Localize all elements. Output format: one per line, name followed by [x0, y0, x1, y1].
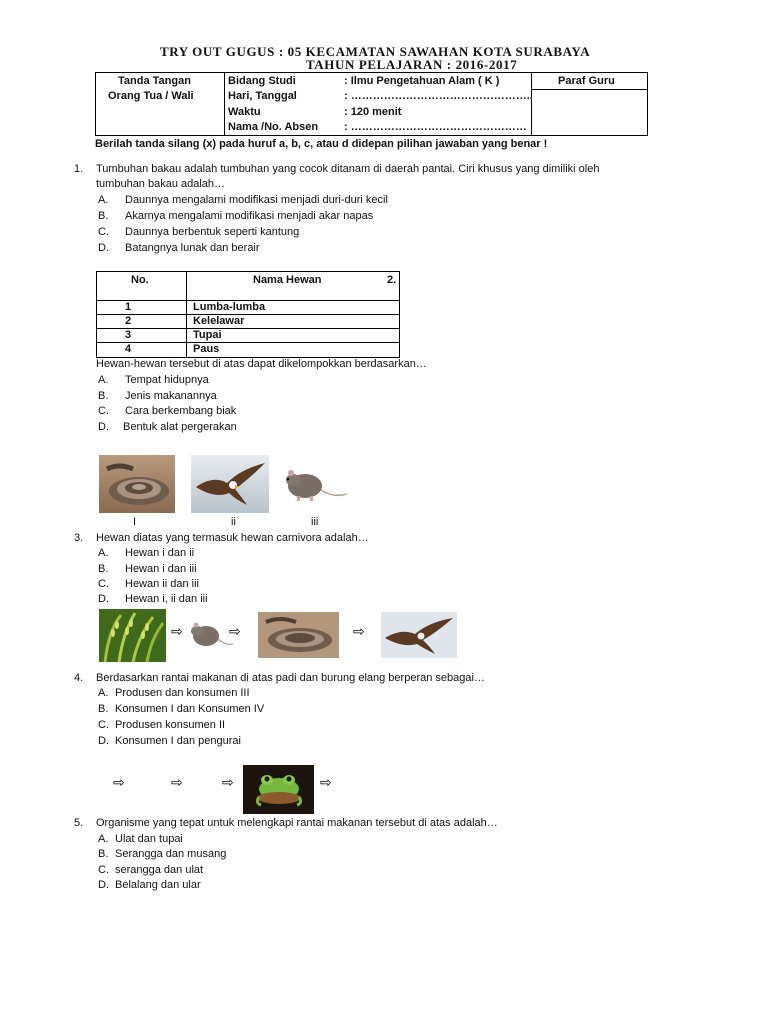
- q2-option-text[interactable]: Cara berkembang biak: [125, 405, 237, 417]
- table-cell-name: Paus: [193, 343, 220, 355]
- info-value-bidang: : Ilmu Pengetahuan Alam ( K ): [344, 75, 500, 87]
- q4-question: Berdasarkan rantai makanan di atas padi dan burung elang berperan sebagai…: [96, 672, 485, 684]
- info-label-nama: Nama /No. Absen: [228, 121, 319, 133]
- q2-option-text[interactable]: Jenis makanannya: [125, 390, 217, 402]
- instruction-text: Berilah tanda silang (x) pada huruf a, b, c, atau d didepan pilihan jawaban yang benar !: [95, 138, 548, 150]
- info-value-hari: : …………………………………………..: [344, 90, 533, 102]
- q2-option-text[interactable]: Tempat hidupnya: [125, 374, 209, 386]
- q5-number: 5.: [74, 817, 84, 829]
- frog-photo: [243, 765, 314, 814]
- q5-option-text[interactable]: serangga dan ulat: [115, 864, 204, 876]
- q1-option-text[interactable]: Akarnya mengalami modifikasi menjadi akar napas: [125, 210, 374, 222]
- arrow-icon: ⇨: [320, 775, 332, 791]
- q1-text-line1: Tumbuhan bakau adalah tumbuhan yang cocok ditanam di daerah pantai. Ciri khusus yang dimiliki oleh: [96, 163, 600, 175]
- q2-question: Hewan-hewan tersebut di atas dapat dikelompokkan berdasarkan…: [96, 358, 427, 370]
- caption-iii: iii: [311, 516, 319, 528]
- q4-option-text[interactable]: Produsen dan konsumen III: [115, 687, 250, 699]
- info-label-bidang: Bidang Studi: [228, 75, 296, 87]
- q2-option-text[interactable]: Bentuk alat pergerakan: [123, 421, 237, 433]
- rat-photo: [277, 458, 349, 508]
- q2-option-letter[interactable]: B.: [98, 390, 109, 402]
- q5-option-letter[interactable]: A.: [98, 833, 109, 845]
- q1-option-letter[interactable]: D.: [98, 242, 109, 254]
- table-head-no: No.: [131, 274, 149, 286]
- caption-i: I: [133, 516, 137, 528]
- caption-ii: ii: [231, 516, 236, 528]
- q3-number: 3.: [74, 532, 84, 544]
- table-cell-no: 1: [125, 301, 132, 313]
- q1-number: 1.: [74, 163, 84, 175]
- q5-option-letter[interactable]: C.: [98, 864, 109, 876]
- q5-option-text[interactable]: Serangga dan musang: [115, 848, 227, 860]
- q4-option-letter[interactable]: B.: [98, 703, 109, 715]
- rat-photo: [186, 614, 234, 654]
- q3-option-letter[interactable]: A.: [98, 547, 109, 559]
- q2-number: 2.: [387, 274, 397, 286]
- q4-option-letter[interactable]: C.: [98, 719, 109, 731]
- info-label-waktu: Waktu: [228, 106, 261, 118]
- q3-option-text[interactable]: Hewan i dan ii: [125, 547, 195, 559]
- q4-option-text[interactable]: Konsumen I dan Konsumen IV: [115, 703, 265, 715]
- table-head-name: Nama Hewan: [253, 274, 322, 286]
- q5-option-letter[interactable]: B.: [98, 848, 109, 860]
- table-cell-name: Kelelawar: [193, 315, 245, 327]
- q3-option-letter[interactable]: B.: [98, 563, 109, 575]
- q3-option-text[interactable]: Hewan i, ii dan iii: [125, 593, 208, 605]
- info-value-nama: : …………………………………………: [344, 121, 527, 133]
- q2-option-letter[interactable]: A.: [98, 374, 109, 386]
- q5-question: Organisme yang tepat untuk melengkapi rantai makanan tersebut di atas adalah…: [96, 817, 498, 829]
- sign-label-2: Orang Tua / Wali: [108, 90, 194, 102]
- q1-option-letter[interactable]: C.: [98, 226, 109, 238]
- header-info-table: [95, 72, 648, 136]
- q4-option-text[interactable]: Konsumen I dan pengurai: [115, 735, 241, 747]
- arrow-icon: ⇨: [113, 775, 125, 791]
- q5-option-text[interactable]: Belalang dan ular: [115, 879, 201, 891]
- animal-table: [96, 271, 400, 358]
- rice-plant-photo: [99, 609, 166, 662]
- q1-option-text[interactable]: Daunnya berbentuk seperti kantung: [125, 226, 300, 238]
- q1-option-text[interactable]: Daunnya mengalami modifikasi menjadi duri-duri kecil: [125, 194, 388, 206]
- table-cell-no: 4: [125, 343, 132, 355]
- arrow-icon: ⇨: [353, 624, 365, 640]
- q1-text-line2: tumbuhan bakau adalah…: [96, 178, 226, 190]
- exam-title-line1: TRY OUT GUGUS : 05 KECAMATAN SAWAHAN KOTA SURABAYA: [160, 44, 591, 59]
- q1-option-letter[interactable]: B.: [98, 210, 109, 222]
- q3-option-letter[interactable]: D.: [98, 593, 109, 605]
- q4-option-letter[interactable]: D.: [98, 735, 109, 747]
- eagle-photo: [381, 612, 457, 658]
- eagle-photo: [191, 455, 269, 513]
- paraf-guru-label: Paraf Guru: [558, 75, 615, 87]
- q1-option-text[interactable]: Batangnya lunak dan berair: [125, 242, 260, 254]
- q5-option-letter[interactable]: D.: [98, 879, 109, 891]
- q1-option-letter[interactable]: A.: [98, 194, 109, 206]
- table-cell-name: Lumba-lumba: [193, 301, 266, 313]
- arrow-icon: ⇨: [222, 775, 234, 791]
- table-cell-no: 3: [125, 329, 132, 341]
- arrow-icon: ⇨: [171, 775, 183, 791]
- arrow-icon: ⇨: [229, 624, 241, 640]
- info-value-waktu: : 120 menit: [344, 106, 402, 118]
- table-cell-name: Tupai: [193, 329, 222, 341]
- q3-option-letter[interactable]: C.: [98, 578, 109, 590]
- q4-option-letter[interactable]: A.: [98, 687, 109, 699]
- sign-label-1: Tanda Tangan: [118, 75, 191, 87]
- exam-title-line2: TAHUN PELAJARAN : 2016-2017: [306, 57, 518, 72]
- q2-option-letter[interactable]: D.: [98, 421, 109, 433]
- q4-number: 4.: [74, 672, 84, 684]
- table-cell-no: 2: [125, 315, 132, 327]
- arrow-icon: ⇨: [171, 624, 183, 640]
- q3-option-text[interactable]: Hewan ii dan iii: [125, 578, 199, 590]
- info-label-hari: Hari, Tanggal: [228, 90, 297, 102]
- snake-photo: [258, 612, 339, 658]
- snake-photo: [99, 455, 175, 513]
- q2-option-letter[interactable]: C.: [98, 405, 109, 417]
- q3-option-text[interactable]: Hewan i dan iii: [125, 563, 197, 575]
- q5-option-text[interactable]: Ulat dan tupai: [115, 833, 183, 845]
- q3-question: Hewan diatas yang termasuk hewan carnivora adalah…: [96, 532, 369, 544]
- q4-option-text[interactable]: Produsen konsumen II: [115, 719, 226, 731]
